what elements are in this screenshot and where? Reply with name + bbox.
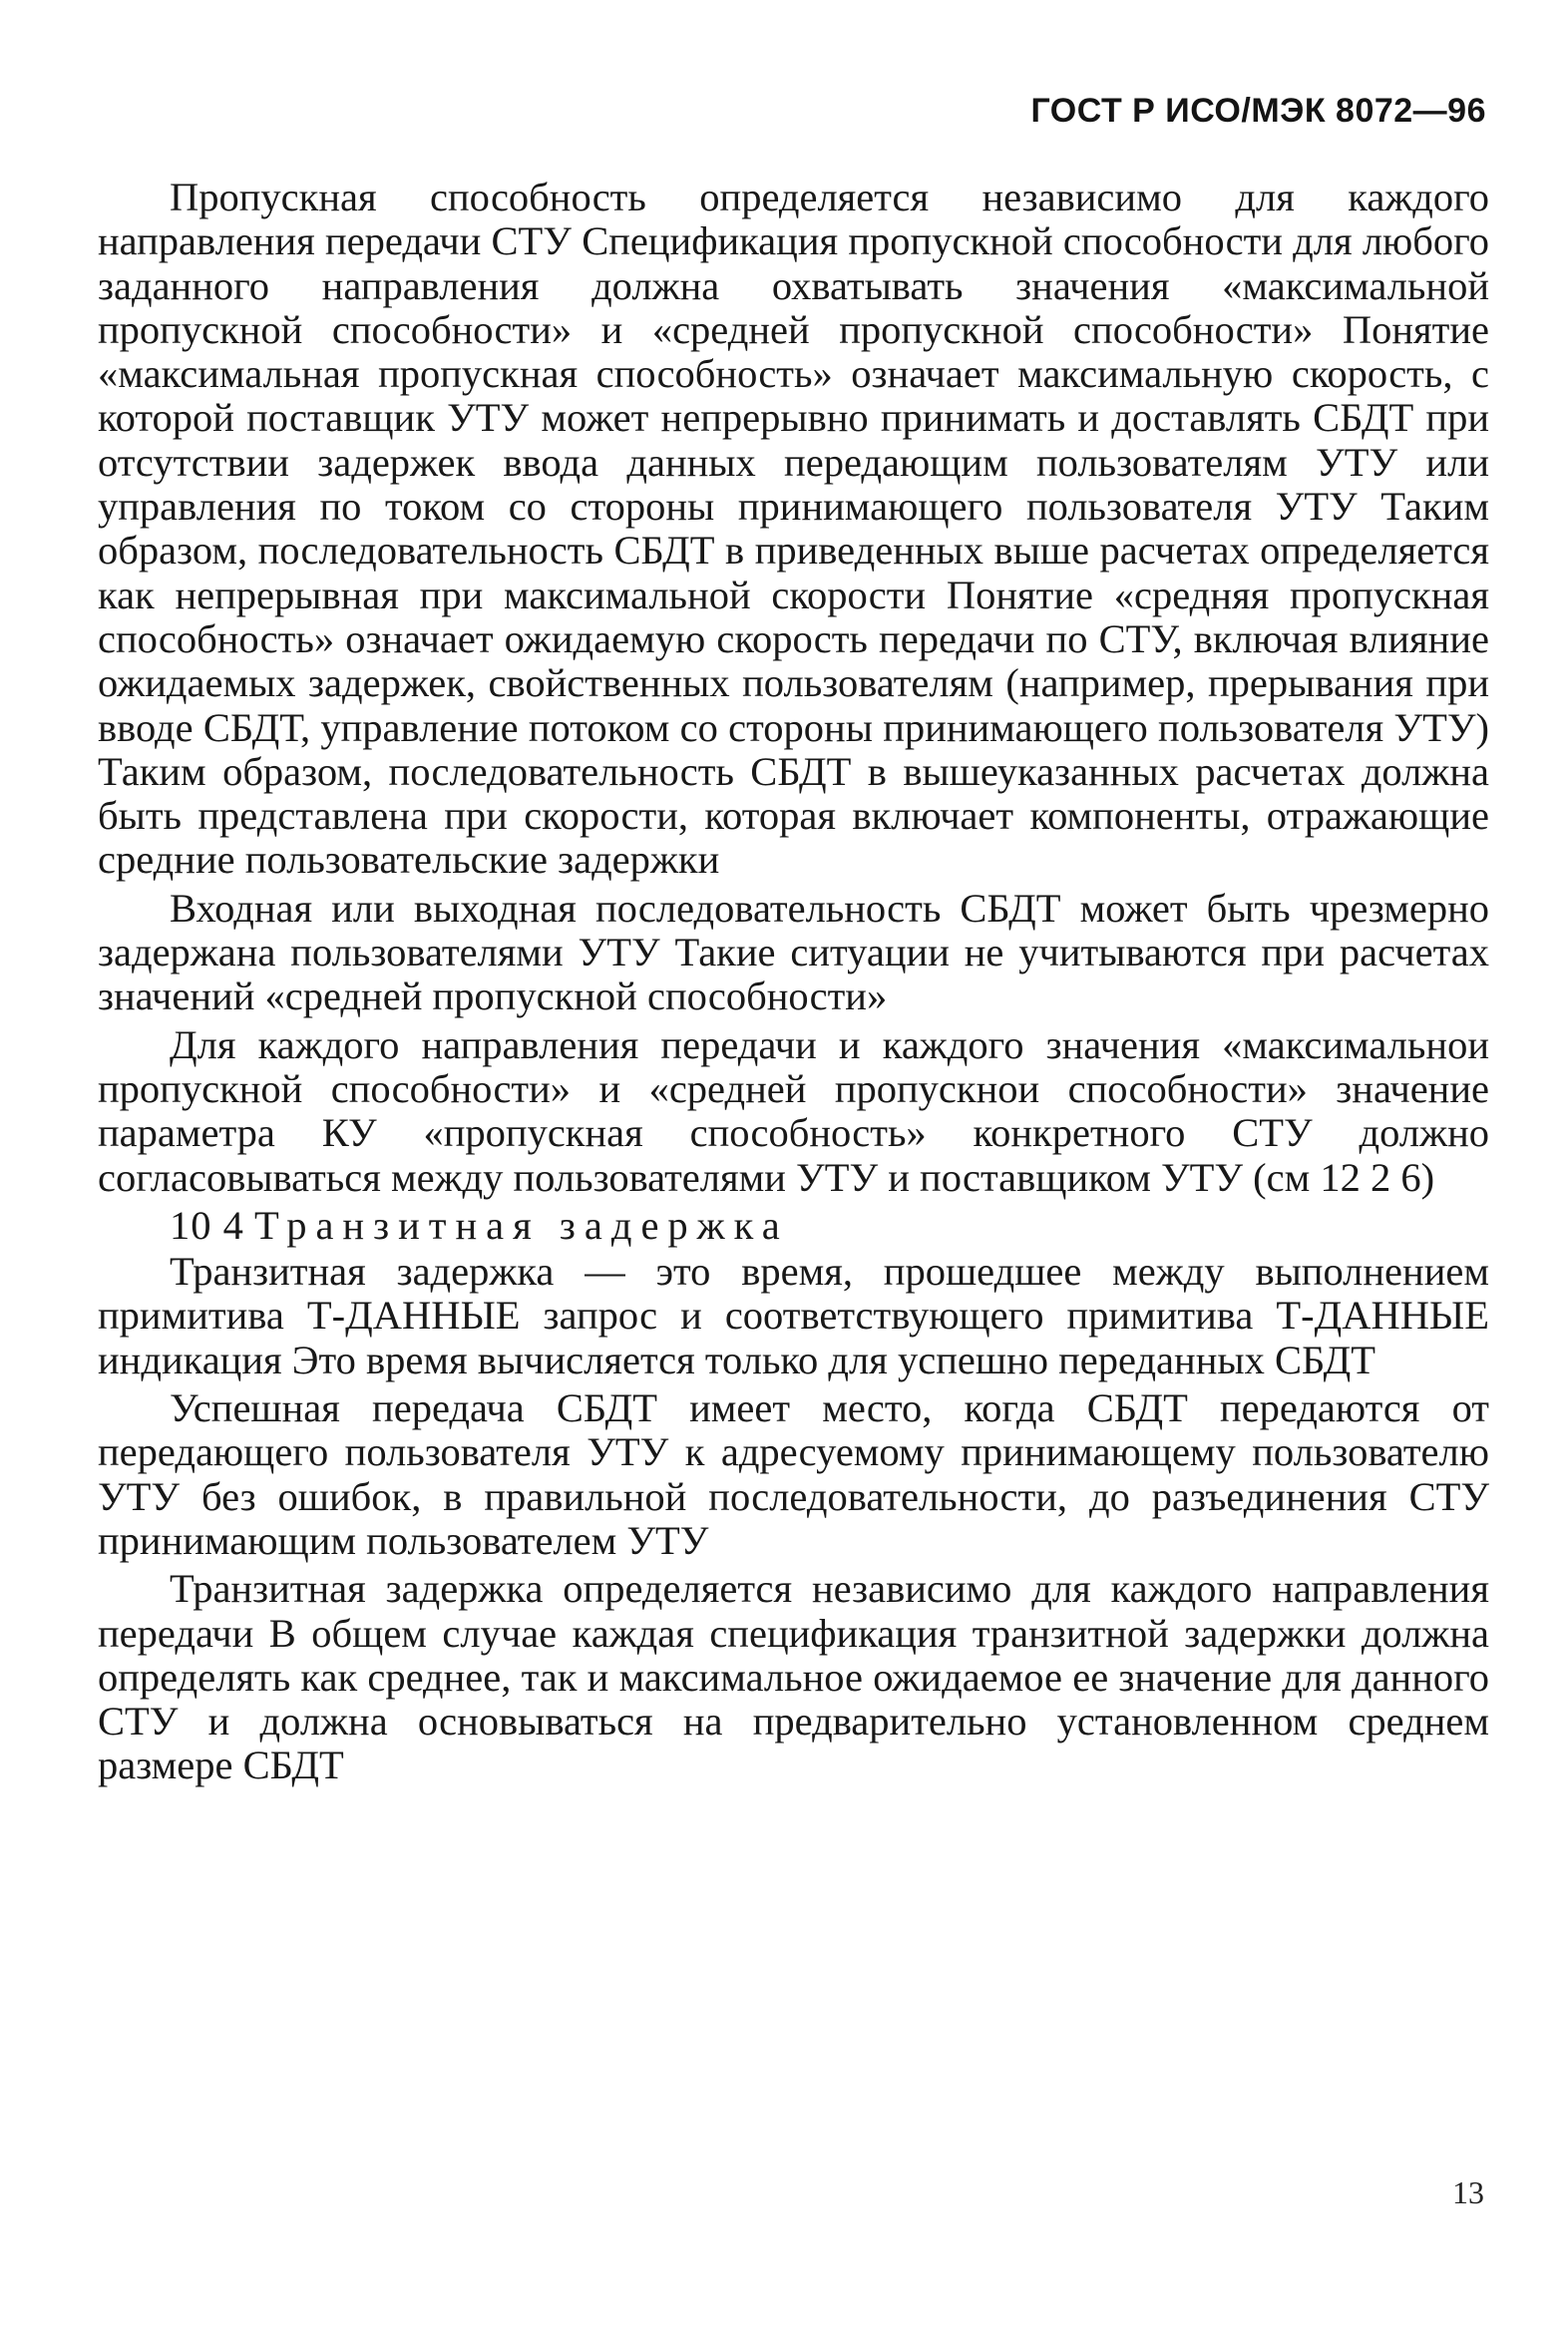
section-number: 10 4 — [170, 1202, 244, 1248]
paragraph-throughput-definition: Пропускная способность определяется независимо для каждого направления передачи СТУ Спецификация пропускной способности для любого заданного направления должна охватывать значения «максимальной пропускной способности» и «средней пропускной способности» Понятие «максимальная пропускная способность» означает максимальную скорость, с которой поставщик УТУ может непрерывно принимать и доставлять СБДТ при отсутствии задержек ввода данных передающим пользователям УТУ или управления по током со стороны принимающего пользователя УТУ Таким образом, последовательность СБДТ в приведенных выше расчетах определяется как непрерывная при максимальной скорости Понятие «средняя пропускная способность» означает ожидаемую скорость передачи по СТУ, включая влияние ожидаемых задержек, свойственных пользователям (например, прерывания при вводе СБДТ, управление потоком со стороны принимающего пользователя УТУ) Таким образом, последовательность СБДТ в вышеуказанных расчетах должна быть представлена при скорости, которая включает компоненты, отражающие средние пользовательские задержки — [98, 175, 1489, 883]
paragraph-successful-transfer: Успешная передача СБДТ имеет место, когда СБДТ передаются от передающего пользователя УТУ к адресуемому принимающему пользователю УТУ без ошибок, в правильной последовательности, до разъединения СТУ принимающим пользователем УТУ — [98, 1385, 1489, 1563]
page-number: 13 — [1452, 2174, 1484, 2210]
document-body — [98, 176, 1489, 1792]
section-title: Транзитная задержка — [254, 1202, 789, 1248]
page-header-standard-id: ГОСТ Р ИСО/МЭК 8072—96 — [1030, 92, 1486, 130]
section-heading — [98, 1204, 1489, 1248]
paragraph-excessive-delay: Входная или выходная последовательность СБДТ может быть чрезмерно задержана пользователями УТУ Такие ситуации не учитываются при расчетах значений «средней пропускной способности» — [98, 885, 1489, 1019]
paragraph-qos-negotiation: Для каждого направления передачи и каждого значения «максимальнои пропускной способности» и «средней пропускнои способности» значение параметра КУ «пропускная способность» конкретного СТУ должно согласовываться между пользователями УТУ и поставщиком УТУ (см 12 2 6) — [98, 1021, 1489, 1200]
paragraph-transit-delay-definition: Транзитная задержка — это время, прошедшее между выполнением примитива Т-ДАННЫЕ запрос и соответствующего примитива Т-ДАННЫЕ индикация Это время вычисляется только для успешно переданных СБДТ — [98, 1249, 1489, 1382]
paragraph-transit-delay-specification: Транзитная задержка определяется независимо для каждого направления передачи В общем случае каждая спецификация транзитной задержки должна определять как среднее, так и максимальное ожидаемое ее значение для данного СТУ и должна основываться на предварительно установленном среднем размере СБДТ — [98, 1566, 1489, 1788]
